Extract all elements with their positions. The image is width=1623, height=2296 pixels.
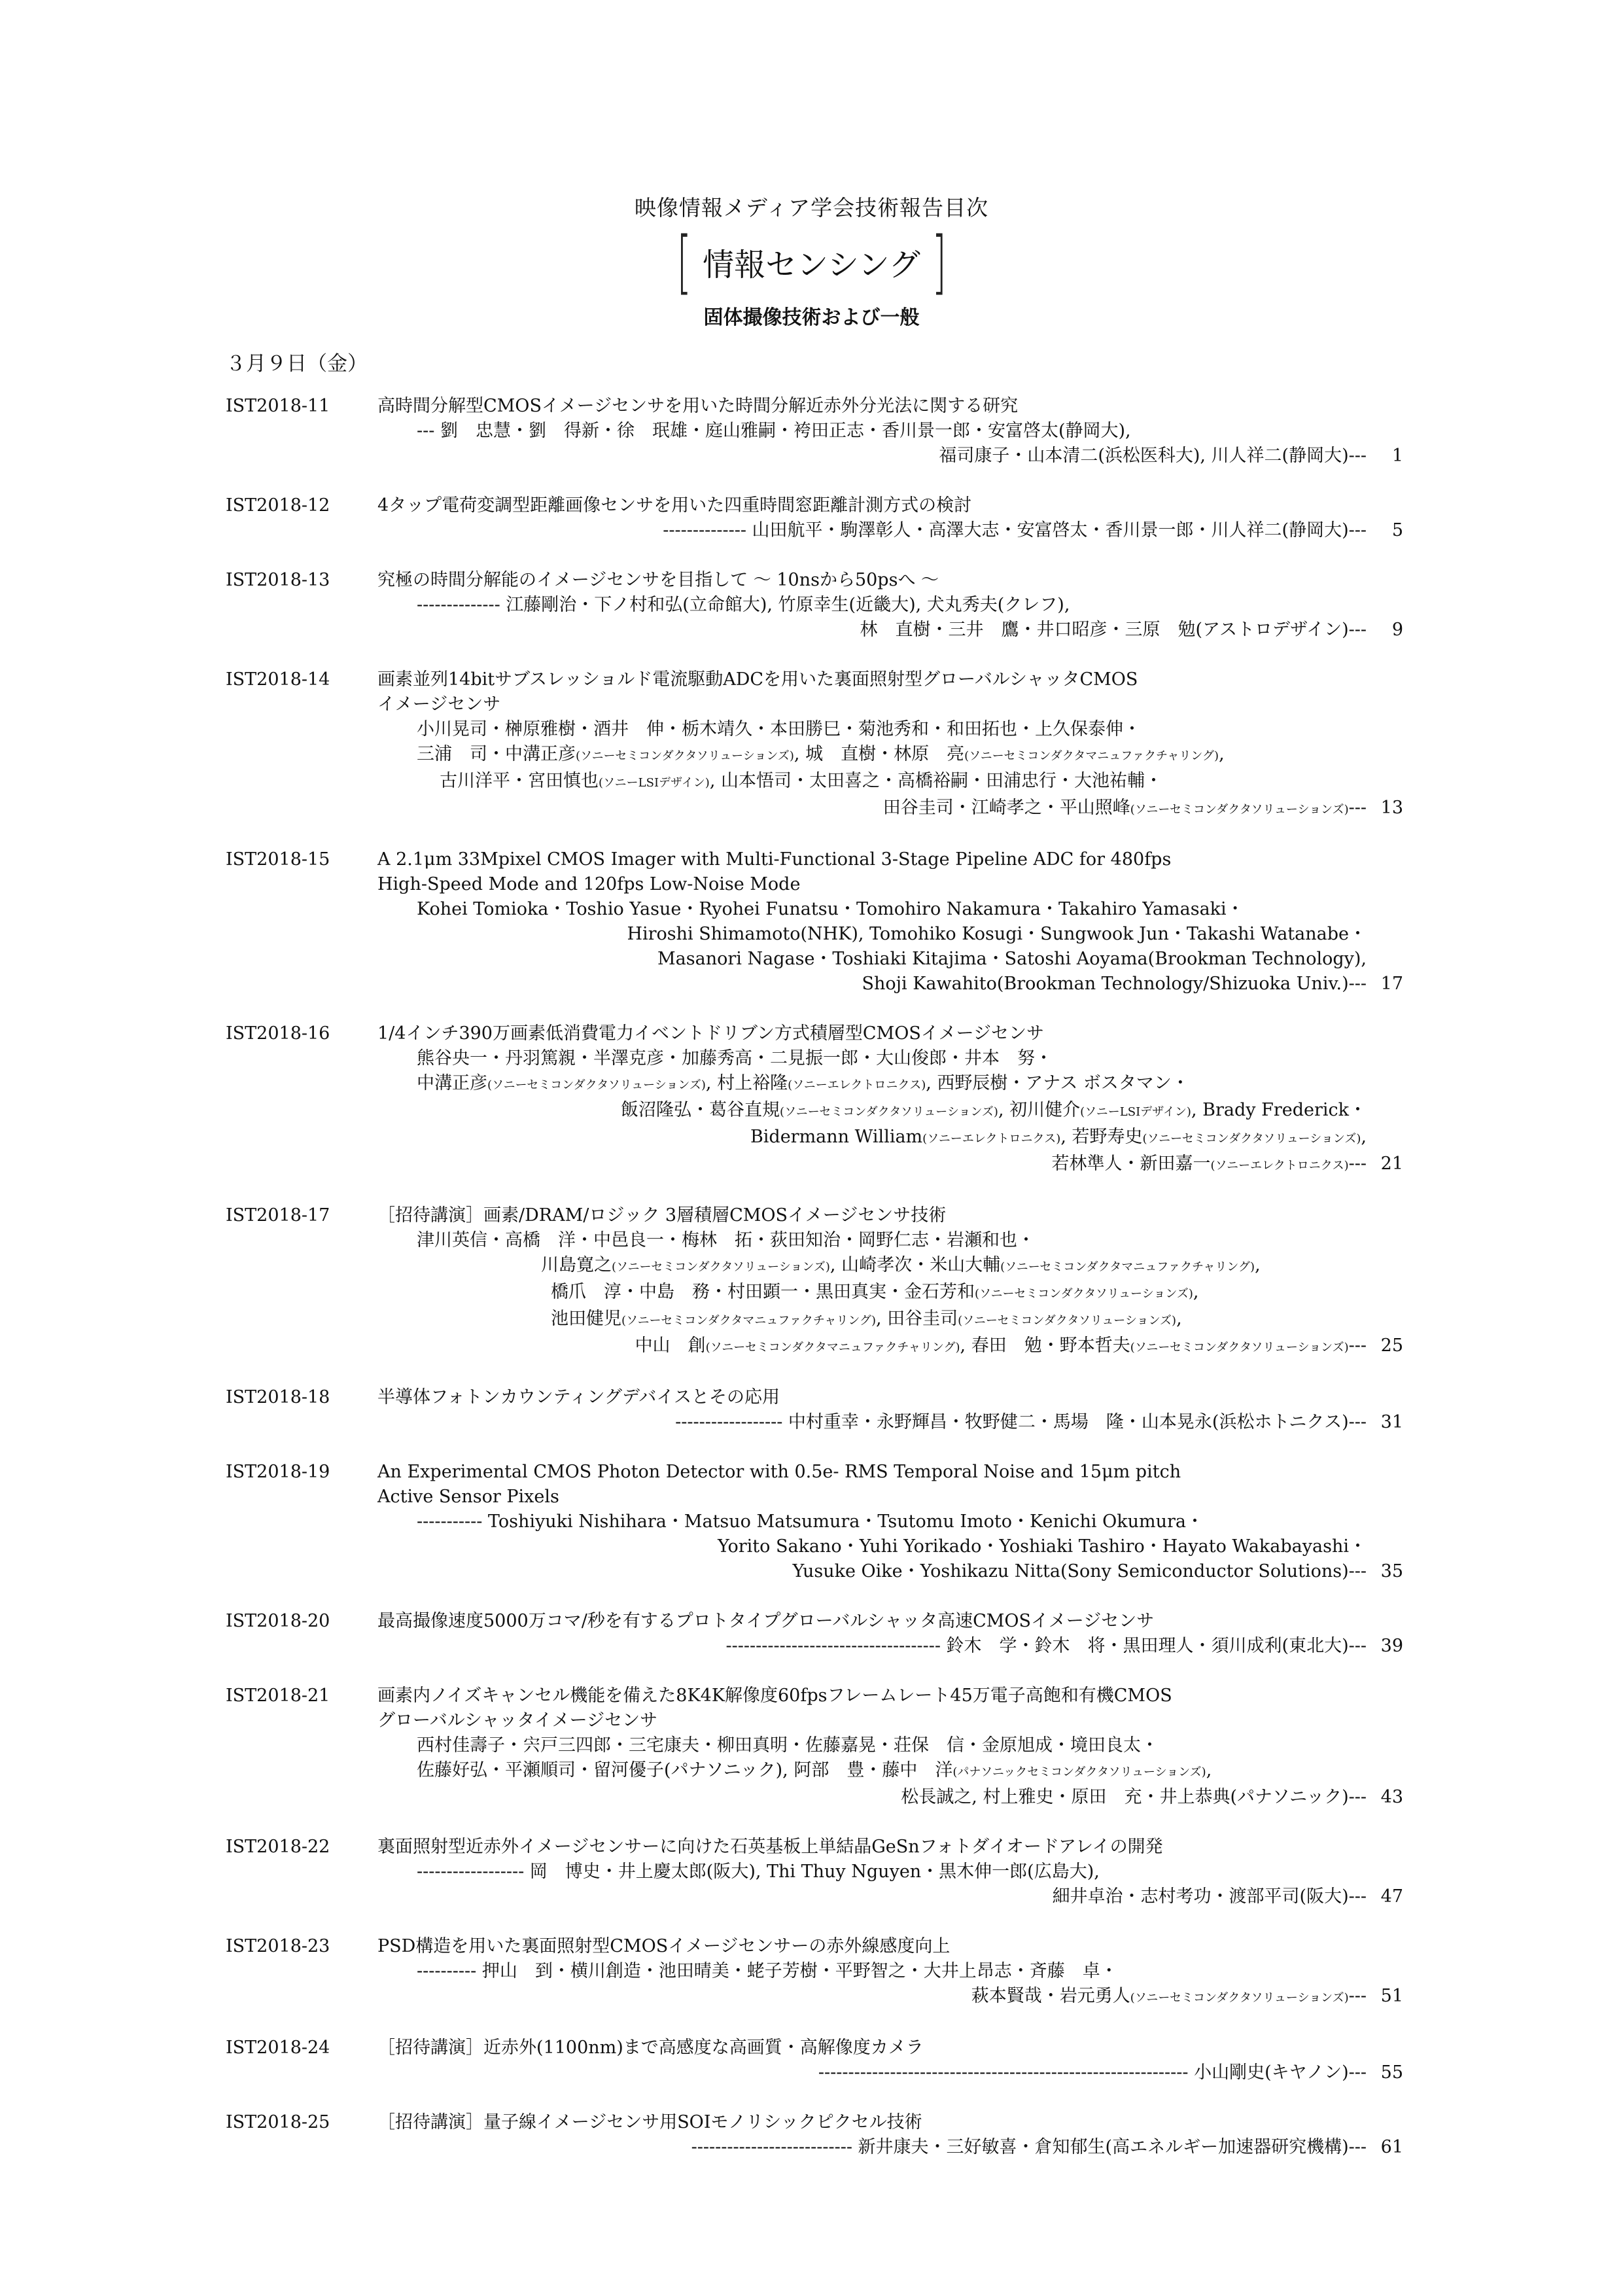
author-text: 佐藤好弘・平瀬順司・留河優子(パナソニック), 阿部 豊・藤中 洋 [417, 1760, 953, 1780]
author-text: 林 直樹・三井 鷹・井口昭彦・三原 勉(アストロデザイン)--- [860, 620, 1367, 640]
author-line [377, 1046, 1403, 1071]
entry-body [377, 1385, 1403, 1435]
author-text: 松長誠之, 村上雅史・原田 充・井上恭典(パナソニック)--- [901, 1787, 1367, 1807]
author-line [377, 419, 1403, 444]
page-number: 35 [1380, 1561, 1403, 1581]
author-text: , 若野寿史 [1060, 1127, 1143, 1147]
entry-id: IST2018-21 [226, 1686, 330, 1706]
entry-id: IST2018-23 [226, 1936, 330, 1956]
author-text: --------------------------- 新井康夫・三好敏喜・倉知郁生(高エネルギー加速器研究機構)--- [691, 2137, 1367, 2157]
affiliation-small: (ソニーセミコンダクタソリューションズ) [576, 749, 794, 763]
author-text: 小川晃司・榊原雅樹・酒井 伸・栃木靖久・本田勝巳・菊池秀和・和田拓也・上久保泰伸・ [417, 719, 1141, 739]
author-line [377, 1534, 1403, 1559]
entry-body [377, 1835, 1403, 1909]
affiliation-small: (ソニーセミコンダクタソリューションズ) [1130, 1991, 1349, 2005]
entry-body [377, 1609, 1403, 1659]
page-number: 13 [1380, 798, 1403, 818]
affiliation-small: (ソニーセミコンダクタマニュファクチャリング) [705, 1341, 960, 1354]
author-text: 津川英信・高橋 洋・中邑良一・梅林 拓・荻田知治・岡野仁志・岩瀬和也・ [417, 1230, 1035, 1250]
author-text: , [1361, 1127, 1367, 1147]
author-text: Yorito Sakano・Yuhi Yorikado・Yoshiaki Tashiro・Hayato Wakabayashi・ [718, 1536, 1367, 1557]
author-text: 福司康子・山本清二(浜松医科大), 川人祥二(静岡大)--- [939, 446, 1367, 466]
entry-body [377, 667, 1403, 822]
author-line [377, 897, 1403, 922]
toc-entry [226, 2036, 1403, 2085]
toc-entry [226, 394, 1403, 468]
entry-title: PSD構造を用いた裏面照射型CMOSイメージセンサーの赤外線感度向上 [377, 1936, 951, 1956]
entry-body [377, 1684, 1403, 1810]
entry-title: 画素内ノイズキャンセル機能を備えた8K4K解像度60fpsフレームレート45万電子高飽和有機CMOS [377, 1686, 1172, 1706]
author-text: , Brady Frederick・ [1191, 1100, 1367, 1120]
entry-id: IST2018-12 [226, 495, 330, 516]
author-text: 萩本賢哉・岩元勇人 [971, 1986, 1130, 2006]
toc-entry [226, 1385, 1403, 1435]
author-line [377, 1098, 1403, 1125]
toc-entry [226, 1203, 1403, 1360]
affiliation-small: (ソニーセミコンダクタソリューションズ) [975, 1287, 1193, 1301]
affiliation-small: (ソニーセミコンダクタソリューションズ) [487, 1078, 706, 1092]
author-line [377, 1125, 1403, 1152]
affiliation-small: (ソニーセミコンダクタマニュファクチャリング) [1000, 1260, 1255, 1274]
page-number: 17 [1380, 974, 1403, 994]
affiliation-small: (ソニーエレクトロニクス) [922, 1132, 1061, 1146]
affiliation-small: (ソニーセミコンダクタソリューションズ) [1142, 1132, 1361, 1146]
entry-id: IST2018-17 [226, 1205, 330, 1226]
entry-title: A 2.1μm 33Mpixel CMOS Imager with Multi-Functional 3-Stage Pipeline ADC for 480fps [377, 849, 1172, 870]
entry-id: IST2018-11 [226, 396, 330, 416]
page-number: 31 [1380, 1412, 1403, 1432]
author-text: -------------- 山田航平・駒澤彰人・高澤大志・安富啓太・香川景一郎・川人祥二(静岡大)--- [663, 520, 1367, 540]
entry-id: IST2018-20 [226, 1611, 330, 1631]
entry-body [377, 2110, 1403, 2160]
toc-entry [226, 847, 1403, 997]
affiliation-small: (ソニーエレクトロニクス) [788, 1078, 926, 1092]
entry-id: IST2018-15 [226, 849, 330, 870]
author-text: ----------- Toshiyuki Nishihara・Matsuo Matsumura・Tsutomu Imoto・Kenichi Okumura・ [417, 1511, 1204, 1532]
author-line [377, 1758, 1403, 1785]
toc-entry [226, 1609, 1403, 1659]
author-line [377, 769, 1403, 796]
affiliation-small: (ソニーセミコンダクタソリューションズ) [958, 1314, 1177, 1328]
page-number: 1 [1391, 446, 1403, 466]
entry-title: ［招待講演］量子線イメージセンサ用SOIモノリシックピクセル技術 [377, 2112, 922, 2132]
author-text: 中山 創 [635, 1335, 706, 1356]
author-text: Yusuke Oike・Yoshikazu Nitta(Sony Semiconductor Solutions)--- [792, 1561, 1367, 1581]
author-line [377, 717, 1403, 742]
author-line [377, 1959, 1403, 1984]
right-bracket: ] [932, 221, 947, 302]
author-line [377, 1228, 1403, 1253]
author-text: 中溝正彦 [417, 1073, 487, 1093]
author-line [377, 796, 1403, 822]
entry-body [377, 1021, 1403, 1178]
entry-id: IST2018-18 [226, 1387, 330, 1407]
entry-title: 半導体フォトンカウンティングデバイスとその応用 [377, 1387, 780, 1407]
author-line [377, 1559, 1403, 1584]
author-line [377, 2135, 1403, 2160]
author-line [377, 1410, 1403, 1435]
author-text: , [1176, 1309, 1182, 1329]
author-text: ------------------ 岡 博史・井上慶太郎(阪大), Thi Thuy Nguyen・黒木伸一郎(広島大), [417, 1862, 1100, 1882]
subtitle: 情報センシング [703, 246, 920, 283]
author-line [377, 518, 1403, 543]
author-line [377, 972, 1403, 997]
toc-entry [226, 1684, 1403, 1810]
affiliation-small: (ソニーLSIデザイン) [599, 776, 710, 790]
affiliation-small: (ソニーセミコンダクタソリューションズ) [780, 1105, 998, 1119]
entry-body [377, 847, 1403, 997]
author-text: 橋爪 淳・中島 務・村田顕一・黒田真実・金石芳和 [551, 1282, 975, 1302]
page-number: 25 [1380, 1335, 1403, 1356]
author-text: Kohei Tomioka・Toshio Yasue・Ryohei Funatsu・Tomohiro Nakamura・Takahiro Yamasaki・ [417, 899, 1244, 919]
author-line [377, 1785, 1403, 1810]
entry-id: IST2018-25 [226, 2112, 330, 2132]
entry-title: 画素並列14bitサブスレッショルド電流駆動ADCを用いた裏面照射型グローバルシャッタCMOS [377, 669, 1138, 690]
author-text: 田谷圭司・江崎孝之・平山照峰 [882, 798, 1130, 818]
entry-title: イメージセンサ [377, 694, 501, 715]
author-text: 若林準人・新田嘉一 [1051, 1154, 1211, 1174]
entry-title: Active Sensor Pixels [377, 1487, 559, 1507]
left-bracket: [ [676, 221, 691, 302]
author-line [377, 1253, 1403, 1280]
page-number: 5 [1391, 520, 1403, 540]
page-number: 39 [1380, 1636, 1403, 1656]
author-line [377, 947, 1403, 972]
author-text: , 田谷圭司 [875, 1309, 958, 1329]
entry-body [377, 2036, 1403, 2085]
author-line [377, 1860, 1403, 1884]
page-number: 61 [1380, 2137, 1403, 2157]
affiliation-small: (ソニーセミコンダクタソリューションズ) [1130, 803, 1349, 817]
entry-title: ［招待講演］画素/DRAM/ロジック 3層積層CMOSイメージセンサ技術 [377, 1205, 947, 1226]
entry-body [377, 394, 1403, 468]
entry-title: グローバルシャッタイメージセンサ [377, 1710, 658, 1731]
entry-title: 1/4インチ390万画素低消費電力イベントドリブン方式積層型CMOSイメージセンサ [377, 1023, 1045, 1044]
entry-id: IST2018-13 [226, 570, 330, 590]
toc-entry [226, 2110, 1403, 2160]
author-text: , 春田 勉・野本哲夫 [960, 1335, 1130, 1356]
author-text: ------------------------------------ 鈴木 学・鈴木 将・黒田理人・須川成利(東北大)--- [725, 1636, 1367, 1656]
entry-title: 裏面照射型近赤外イメージセンサーに向けた石英基板上単結晶GeSnフォトダイオードアレイの開発 [377, 1837, 1163, 1857]
toc-entry [226, 568, 1403, 643]
entry-title: 究極の時間分解能のイメージセンサを目指して 〜 10nsから50psへ 〜 [377, 570, 939, 590]
entry-title: 最高撮像速度5000万コマ/秒を有するプロトタイプグローバルシャッタ高速CMOSイメージセンサ [377, 1611, 1155, 1631]
author-text: 飯沼隆弘・葛谷直規 [621, 1100, 780, 1120]
author-text: ------------------ 中村重幸・永野輝昌・牧野健二・馬場 隆・山本晃永(浜松ホトニクス)--- [675, 1412, 1367, 1432]
author-text: 熊谷央一・丹羽篤親・半澤克彦・加藤秀高・二見振一郎・大山俊郎・井本 努・ [417, 1048, 1053, 1069]
author-line [377, 742, 1403, 769]
author-text: -------------- 江藤剛治・下ノ村和弘(立命館大), 竹原幸生(近畿大), 犬丸秀夫(クレフ), [417, 595, 1070, 615]
author-line [377, 2060, 1403, 2085]
entry-body [377, 493, 1403, 543]
affiliation-small: (ソニーLSIデザイン) [1080, 1105, 1191, 1119]
author-text: --- [1348, 1986, 1367, 2006]
affiliation-small: (ソニーセミコンダクタマニュファクチャリング) [964, 749, 1219, 763]
page-number: 21 [1380, 1154, 1403, 1174]
toc-entry [226, 1934, 1403, 2011]
author-text: --- [1348, 1154, 1367, 1174]
entry-body [377, 1460, 1403, 1584]
author-text: , [1193, 1282, 1199, 1302]
author-line [377, 593, 1403, 618]
entry-id: IST2018-24 [226, 2038, 330, 2058]
entry-id: IST2018-19 [226, 1462, 330, 1482]
author-text: 古川洋平・宮田慎也 [440, 771, 599, 791]
author-line [377, 444, 1403, 468]
entry-title: 高時間分解型CMOSイメージセンサを用いた時間分解近赤外分光法に関する研究 [377, 396, 1019, 416]
author-line [377, 1280, 1403, 1307]
author-text: --- [1348, 798, 1367, 818]
author-text: 池田健児 [551, 1309, 621, 1329]
affiliation-small: (ソニーセミコンダクタソリューションズ) [612, 1260, 830, 1274]
author-text: --- 劉 忠慧・劉 得新・徐 珉雄・庭山雅嗣・袴田正志・香川景一郎・安富啓太(静岡大), [417, 421, 1131, 441]
author-text: , 山崎孝次・米山大輔 [829, 1255, 1001, 1275]
entry-body [377, 568, 1403, 643]
author-line [377, 1634, 1403, 1659]
entry-title: High-Speed Mode and 120fps Low-Noise Mode [377, 874, 801, 894]
author-text: , 山本悟司・太田喜之・高橋裕嗣・田浦忠行・大池祐輔・ [709, 771, 1162, 791]
toc-entry [226, 667, 1403, 822]
section-title: 固体撮像技術および一般 [703, 306, 920, 329]
entry-id: IST2018-22 [226, 1837, 330, 1857]
toc-entry [226, 1021, 1403, 1178]
entry-title: An Experimental CMOS Photon Detector with 0.5e- RMS Temporal Noise and 15μm pitch [377, 1462, 1181, 1482]
page-number: 43 [1380, 1787, 1403, 1807]
author-text: --- [1348, 1335, 1367, 1356]
document-title: 映像情報メディア学会技術報告目次 [634, 195, 989, 221]
entry-id: IST2018-14 [226, 669, 330, 690]
toc-entries [226, 394, 1403, 2185]
subtitle-box [0, 221, 1623, 302]
author-text: , [1219, 744, 1225, 764]
toc-entry [226, 1835, 1403, 1909]
author-text: 三浦 司・中溝正彦 [417, 744, 576, 764]
author-line [377, 1307, 1403, 1333]
date-label: ３月９日（金） [226, 352, 368, 376]
author-text: Shoji Kawahito(Brookman Technology/Shizuoka Univ.)--- [862, 974, 1367, 994]
author-line [377, 1984, 1403, 2011]
author-line [377, 1733, 1403, 1758]
author-text: Bidermann William [750, 1127, 923, 1147]
entry-title: ［招待講演］近赤外(1100nm)まで高感度な高画質・高解像度カメラ [377, 2038, 924, 2058]
author-line [377, 1071, 1403, 1098]
toc-entry [226, 1460, 1403, 1584]
author-text: , [1255, 1255, 1261, 1275]
author-text: , 西野辰樹・アナス ボスタマン・ [926, 1073, 1189, 1093]
author-text: 西村佳壽子・宍戸三四郎・三宅康夫・柳田真明・佐藤嘉晃・荘保 信・金原旭成・境田良太・ [417, 1735, 1159, 1756]
author-text: -------------------------------------------------------------- 小山剛史(キヤノン)--- [818, 2062, 1367, 2083]
author-text: 細井卓治・志村考功・渡部平司(阪大)--- [1052, 1886, 1367, 1907]
page-number: 47 [1380, 1886, 1403, 1907]
author-text: ---------- 押山 到・横川創造・池田晴美・蛯子芳樹・平野智之・大井上昂志・斉藤 卓・ [417, 1961, 1118, 1981]
page-number: 9 [1391, 620, 1403, 640]
author-line [377, 922, 1403, 947]
author-text: Masanori Nagase・Toshiaki Kitajima・Satoshi Aoyama(Brookman Technology), [657, 949, 1367, 969]
entry-title: 4タップ電荷変調型距離画像センサを用いた四重時間窓距離計測方式の検討 [377, 495, 972, 516]
affiliation-small: (パナソニックセミコンダクタソリューションズ) [952, 1765, 1206, 1779]
author-line [377, 1510, 1403, 1534]
author-text: , 村上裕隆 [705, 1073, 788, 1093]
author-text: Hiroshi Shimamoto(NHK), Tomohiko Kosugi・Sungwook Jun・Takashi Watanabe・ [627, 924, 1367, 944]
author-line [377, 618, 1403, 643]
author-line [377, 1884, 1403, 1909]
author-text: 川島寛之 [541, 1255, 612, 1275]
page-number: 55 [1380, 2062, 1403, 2083]
author-line [377, 1333, 1403, 1360]
toc-entry [226, 493, 1403, 543]
page-number: 51 [1380, 1986, 1403, 2006]
entry-body [377, 1934, 1403, 2011]
author-text: , 初川健介 [998, 1100, 1081, 1120]
affiliation-small: (ソニーセミコンダクタマニュファクチャリング) [621, 1314, 876, 1328]
author-line [377, 1152, 1403, 1178]
affiliation-small: (ソニーセミコンダクタソリューションズ) [1130, 1341, 1349, 1354]
entry-body [377, 1203, 1403, 1360]
affiliation-small: (ソニーエレクトロニクス) [1210, 1159, 1349, 1173]
author-text: , 城 直樹・林原 亮 [794, 744, 965, 764]
entry-id: IST2018-16 [226, 1023, 330, 1044]
author-text: , [1206, 1760, 1212, 1780]
